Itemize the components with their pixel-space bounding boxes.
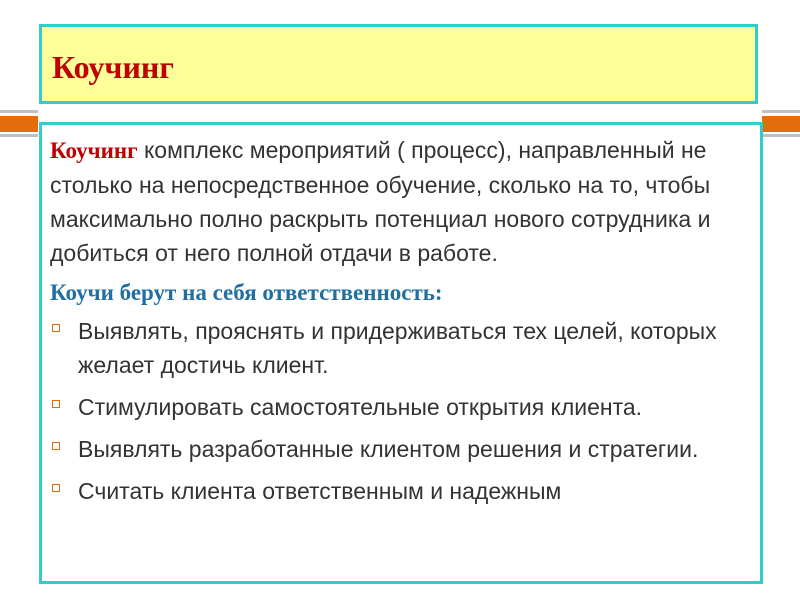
square-bullet-icon [52, 442, 60, 450]
square-bullet-icon [52, 484, 60, 492]
decorative-stripe [762, 110, 800, 113]
list-item-text: Стимулировать самостоятельные открытия клиента. [78, 394, 643, 420]
decorative-stripe [0, 110, 38, 113]
list-item [50, 314, 750, 382]
list-item-text: Выявлять разработанные клиентом решения и стратегии. [78, 436, 699, 462]
subheading: Коучи берут на себя ответственность: [50, 280, 443, 305]
intro-text: комплекс мероприятий ( процесс), направленный не столько на непосредственное обучение, сколько на то, чтобы максимально полно раскрыть потенциал нового сотрудника и добиться от него полной отдачи в работе. [50, 137, 711, 266]
intro-keyword: Коучинг [50, 138, 138, 163]
list-item-text: Считать клиента ответственным и надежным [78, 478, 562, 504]
intro-paragraph [50, 133, 750, 270]
decorative-stripe [0, 116, 38, 132]
square-bullet-icon [52, 400, 60, 408]
list-item-text: Выявлять, прояснять и придерживаться тех целей, которых желает достичь клиент. [78, 318, 717, 378]
list-item [50, 390, 750, 424]
list-item [50, 474, 750, 508]
list-item [50, 432, 750, 466]
slide-title: Коучинг [52, 49, 174, 85]
decorative-stripe [762, 116, 800, 132]
bullet-list [50, 314, 750, 508]
content-body [50, 133, 750, 516]
title-box [39, 24, 758, 104]
square-bullet-icon [52, 324, 60, 332]
decorative-stripe [0, 134, 38, 137]
content-box [39, 122, 763, 584]
decorative-stripe [762, 134, 800, 137]
